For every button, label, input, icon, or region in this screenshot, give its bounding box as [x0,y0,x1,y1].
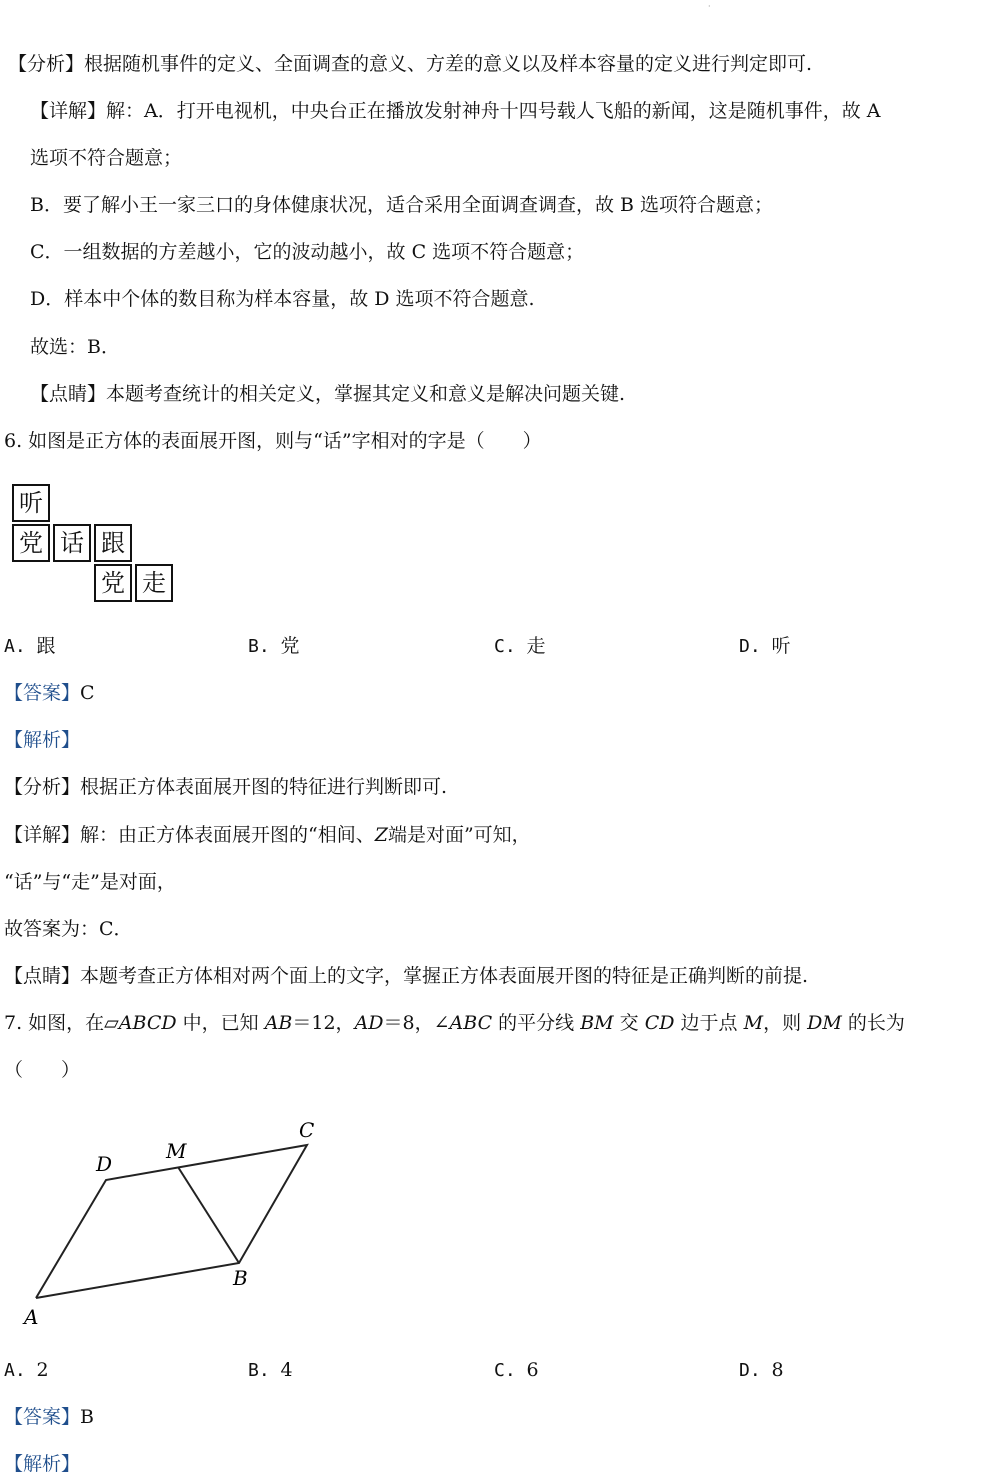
net-cell-hua: 话 [53,524,91,562]
q6-analysis [4,774,447,800]
stem-part: ＝12， [292,1012,355,1034]
detail-z: Z [374,824,388,846]
q7-explain-tag: 【解析】 [4,1453,81,1475]
net-cell-ting: 听 [12,484,50,522]
stem-part: ，则 [763,1012,808,1034]
q6-option-b[interactable] [248,633,300,660]
stem-part: 7. 如图，在▱ [4,1012,119,1034]
label-c: C [299,1118,315,1142]
q6-option-a[interactable] [4,633,56,660]
bisector-bm [178,1167,239,1263]
option-value: 走 [526,635,546,657]
option-label: C. [494,1360,516,1381]
parallelogram-figure [0,1110,340,1340]
option-value: 4 [280,1359,293,1381]
detail-tag: 【详解】 [4,824,81,846]
stem-var-bm: BM [580,1012,614,1034]
q6-detail-2: “话”与“走”是对面， [4,871,176,893]
net-cell-dang-2: 党 [94,564,132,602]
q7-option-a[interactable] [4,1357,49,1384]
parallelogram-outline [36,1145,307,1298]
analysis-text: 根据随机事件的定义、全面调查的意义、方差的意义以及样本容量的定义进行判定即可. [84,53,813,75]
option-label: A. [4,636,26,657]
stem-part: 的长为 [841,1012,905,1034]
stem-part: 交 [613,1012,645,1034]
comment-tag: 【点睛】 [30,383,107,405]
q6-detail-3: 故答案为：C． [4,918,133,940]
stem-var-ab: AB [264,1012,293,1034]
option-value: 2 [36,1359,49,1381]
q5-detail-a [30,98,881,124]
label-m: M [166,1139,187,1163]
stem-var-cd: CD [644,1012,675,1034]
comment-tag: 【点睛】 [4,965,81,987]
comment-text: 本题考查正方体相对两个面上的文字，掌握正方体表面展开图的特征是正确判断的前提. [80,965,809,987]
answer-tag: 【答案】 [4,682,81,704]
q6-option-c[interactable] [494,633,546,660]
stem-var-m: M [743,1012,764,1034]
q7-option-d[interactable] [739,1357,784,1384]
stem-var-ad: AD [354,1012,384,1034]
q5-detail-a-cont: 选项不符合题意； [30,147,183,169]
option-label: B. [248,636,270,657]
option-label: C. [494,636,516,657]
q5-detail-d: D．样本中个体的数目称为样本容量，故 D 选项不符合题意. [30,288,535,310]
answer-tag: 【答案】 [4,1406,81,1428]
label-d: D [96,1152,113,1176]
stem-part: 边于点 [674,1012,744,1034]
q7-stem [4,1010,905,1036]
analysis-text: 根据正方体表面展开图的特征进行判断即可. [80,776,448,798]
option-label: D. [739,636,761,657]
q5-comment [30,381,625,407]
net-cell-zou: 走 [135,564,173,602]
detail-text-b: 端是对面”可知， [387,824,531,846]
analysis-tag: 【分析】 [8,53,85,75]
option-value: 听 [771,635,791,657]
option-label: B. [248,1360,270,1381]
net-cell-dang-1: 党 [12,524,50,562]
stem-var-dm: DM [807,1012,842,1034]
q6-stem: 6. 如图是正方体的表面展开图，则与“话”字相对的字是（ ） [4,430,542,452]
stem-part: ＝8，∠ [383,1012,450,1034]
comment-text: 本题考查统计的相关定义，掌握其定义和意义是解决问题关键. [106,383,626,405]
analysis-tag: 【分析】 [4,776,81,798]
q5-detail-b: B．要了解小王一家三口的身体健康状况，适合采用全面调查调查，故 B 选项符合题意； [30,194,774,216]
stem-part: 的平分线 [492,1012,581,1034]
q6-explain-tag: 【解析】 [4,729,81,751]
stem-var-abcd: ABCD [118,1012,177,1034]
stem-var-abc: ABC [449,1012,493,1034]
option-value: 跟 [36,635,56,657]
q6-detail [4,822,531,848]
label-a: A [24,1305,39,1329]
q6-answer [4,680,95,706]
detail-text: 解：A．打开电视机，中央台正在播放发射神舟十四号载人飞船的新闻，这是随机事件，故 A [106,100,881,122]
q5-detail-c: C．一组数据的方差越小，它的波动越小，故 C 选项不符合题意； [30,241,585,263]
answer-value: B [80,1406,94,1428]
option-value: 6 [526,1359,539,1381]
net-cell-gen: 跟 [94,524,132,562]
option-label: A. [4,1360,26,1381]
q7-option-c[interactable] [494,1357,539,1384]
option-label: D. [739,1360,761,1381]
label-b: B [233,1266,248,1290]
detail-text-a: 解：由正方体表面展开图的“相间、 [80,824,375,846]
detail-tag: 【详解】 [30,100,107,122]
q7-answer [4,1404,94,1430]
q5-choice: 故选：B． [30,336,120,358]
q6-comment [4,963,808,989]
option-value: 党 [280,635,300,657]
q6-option-d[interactable] [739,633,791,660]
q7-stem-paren: （ ） [4,1059,81,1081]
answer-value: C [80,682,95,704]
stem-part: 中，已知 [176,1012,265,1034]
q7-option-b[interactable] [248,1357,293,1384]
q5-analysis [8,51,812,77]
option-value: 8 [771,1359,784,1381]
page-mark: · [708,2,711,11]
